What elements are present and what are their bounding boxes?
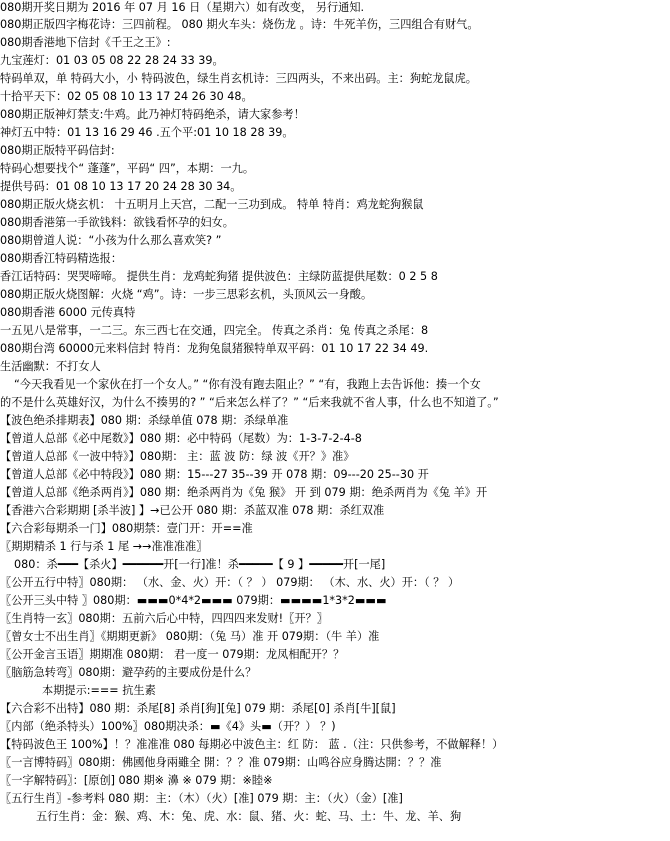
five-element-line: 〖公开五行中特〗080期： （水、金、火）开：（ ？ ） 079期： （木、水、火）开：（ ？ ） bbox=[0, 576, 460, 589]
one-wave-line: 【曾道人总部《一波中特》】080期： 主：蓝 波 防：绿 波《开？》准》 bbox=[0, 450, 355, 463]
kill-two-zodiac-line: 【曾道人总部《绝杀两肖》】080 期：绝杀两肖为《兔 猴》 开 到 079 期：绝杀两肖为《兔 羊》开 bbox=[0, 486, 488, 499]
golden-words-line: 〖公开金言玉语〗期期准 080期： 君一度一 079期：龙凤相配开？？ bbox=[0, 648, 345, 661]
taiwan-line: 080期台湾 60000元来料信封 特肖：龙狗兔鼠猪猴特单双平码：01 10 17 22 34 49. bbox=[0, 342, 429, 355]
fax-title-line: 080期香港 6000 元传真特 bbox=[0, 306, 136, 319]
zeng-says-line: 080期曾道人说：“小孩为什么那么喜欢笑? ” bbox=[0, 234, 222, 247]
kill-one-door-line: 【六合彩每期杀一门】080期禁：壹门开：开==准 bbox=[0, 522, 253, 535]
five-element-zodiac-line: 〖五行生肖〗-参考料 080 期：主：（木）（火）[准] 079 期：主：（火）（金）[准] bbox=[0, 792, 403, 805]
lotus-numbers-line: 九宝莲灯：01 03 05 08 22 28 24 33 39。 bbox=[0, 54, 224, 67]
wave-king-line: 【特码波色王 100%】！？准准准 080 每期必中波色主：红 防： 蓝 .（注：只供参考，不做解释！） bbox=[0, 738, 504, 751]
fax-detail-line: 一五见八是常事，一二三。东三西七在交通，四完全。 传真之杀肖：兔 传真之杀尾：8 bbox=[0, 324, 429, 337]
draw-date-line: 080期开奖日期为 2016 年 07 月 16 日（星期六）如有改变， 另行通知. bbox=[0, 1, 365, 14]
ms-zeng-line: 〖曾女士不出生肖〗《期期更新》 080期：（兔 马）准 开 079期：（牛 羊）准 bbox=[0, 630, 380, 643]
one-char-line: 〖一字解特码〗：[原创] 080 期※ 濞 ※ 079 期：※睦※ bbox=[0, 774, 273, 787]
precise-kill-title-line: 〖期期精杀 1 行与杀 1 尾 →→准准准准〗 bbox=[0, 540, 208, 553]
humor-text-line-1: “今天我看见一个家伙在打一个女人。” “你有没有跑去阻止？” “有，我跑上去告诉他：揍一个女 bbox=[14, 378, 481, 391]
precise-kill-detail-line: 080：杀━━━【杀火】━━━━━━开[一行]准！杀━━━━━【 9 】━━━━━开[一尾] bbox=[14, 558, 386, 571]
one-word-bet-line: 〖一言博特码〗080期：佛國他身兩雖全 開：？？准 079期：山鸣谷应身腾达開：？？准 bbox=[0, 756, 442, 769]
internal-kill-head-line: 〖内部（绝杀特头）100%〗080期决杀：▬《4》头▬（开？） ？) bbox=[0, 720, 336, 733]
fire-diagram-line: 080期正版火烧图解：火烧 “鸡”。诗：一步三思彩玄机，头顶风云一身酸。 bbox=[0, 288, 373, 301]
first-hand-line: 080期香港第一手欲钱料：欲钱看怀孕的妇女。 bbox=[0, 216, 234, 229]
wave-kill-line: 【波色绝杀排期表】080 期：杀绿单值 078 期：杀绿单准 bbox=[0, 414, 289, 427]
xiangjiang-detail-line: 香江话特码：哭哭啼啼。 提供生肖：龙鸡蛇狗猪 提供波色：主绿防蓝提供尾数：0 2 5 8 bbox=[0, 270, 438, 283]
special-range-line: 【曾道人总部《必中特段》】080 期：15---27 35--39 开 078 期：09---20 25--30 开 bbox=[0, 468, 429, 481]
wish-line: 特码心想要找个“ 蓬蓬”，平码“ 四”，本期：一九。 bbox=[0, 162, 255, 175]
half-wave-line: 【香港六合彩期期 [杀半波] 】→已公开 080 期：杀蓝双准 078 期：杀红双准 bbox=[0, 504, 385, 517]
envelope-title-line: 080期香港地下信封《千王之王》: bbox=[0, 36, 171, 49]
humor-text-line-2: 的不是什么英雄好汉，为什么不揍男的? ” “后来怎么样了？” “后来我就不省人事，什么也不知道了。” bbox=[0, 396, 499, 409]
provided-numbers-line: 提供号码：01 08 10 13 17 20 24 28 30 34。 bbox=[0, 180, 242, 193]
special-code-line: 特码单双，单 特码大小，小 特码波色，绿生肖玄机诗：三四两头，不来出码。主：狗蛇龙鼠虎。 bbox=[0, 72, 477, 85]
xiangjiang-title-line: 080期香江特码精选报： bbox=[0, 252, 123, 265]
ten-numbers-line: 十拾平天下：02 05 08 10 13 17 24 26 30 48。 bbox=[0, 90, 253, 103]
brain-teaser-line: 〖脑筋急转弯〗080期：避孕药的主要成份是什么？ bbox=[0, 666, 257, 679]
zodiac-mystery-line: 〖生肖特一玄〗080期：五前六后心中特，四四四来发财!〖开？〗 bbox=[0, 612, 328, 625]
three-head-line: 〖公开三头中特 〗080期：▬▬▬0*4*2▬▬▬ 079期：▬▬▬▬1*3*2▬▬▬ bbox=[0, 594, 387, 607]
no-special-line: 【六合彩不出特】080 期：杀尾[8] 杀肖[狗][兔] 079 期：杀尾[0] 杀肖[牛][鼠] bbox=[0, 702, 396, 715]
humor-title-line: 生活幽默：不打女人 bbox=[0, 360, 101, 373]
hint-line: 本期提示:=== 抗生素 bbox=[42, 684, 156, 697]
fire-mystery-line: 080期正版火烧玄机： 十五明月上天宫，二配一三功到成。 特单 特肖：鸡龙蛇狗猴鼠 bbox=[0, 198, 424, 211]
lamp-ban-line: 080期正版神灯禁支:牛鸡。此乃神灯特码绝杀，请大家参考！ bbox=[0, 108, 305, 121]
element-list-line: 五行生肖：金：猴、鸡、木：兔、虎、水：鼠、猪、火：蛇、马、土：牛、龙、羊、狗 bbox=[36, 810, 462, 823]
flat-envelope-line: 080期正版特平码信封: bbox=[0, 144, 115, 157]
lamp-five-line: 神灯五中特：01 13 16 29 46 .五个平:01 10 18 28 39。 bbox=[0, 126, 294, 139]
tail-number-line: 【曾道人总部《必中尾数》】080 期：必中特码（尾数）为：1-3-7-2-4-8 bbox=[0, 432, 362, 445]
plum-poem-line: 080期正版四字梅花诗：三四前程。 080 期火车头：烧伤龙 。诗：牛死羊伤，三四组合有财气。 bbox=[0, 18, 479, 31]
